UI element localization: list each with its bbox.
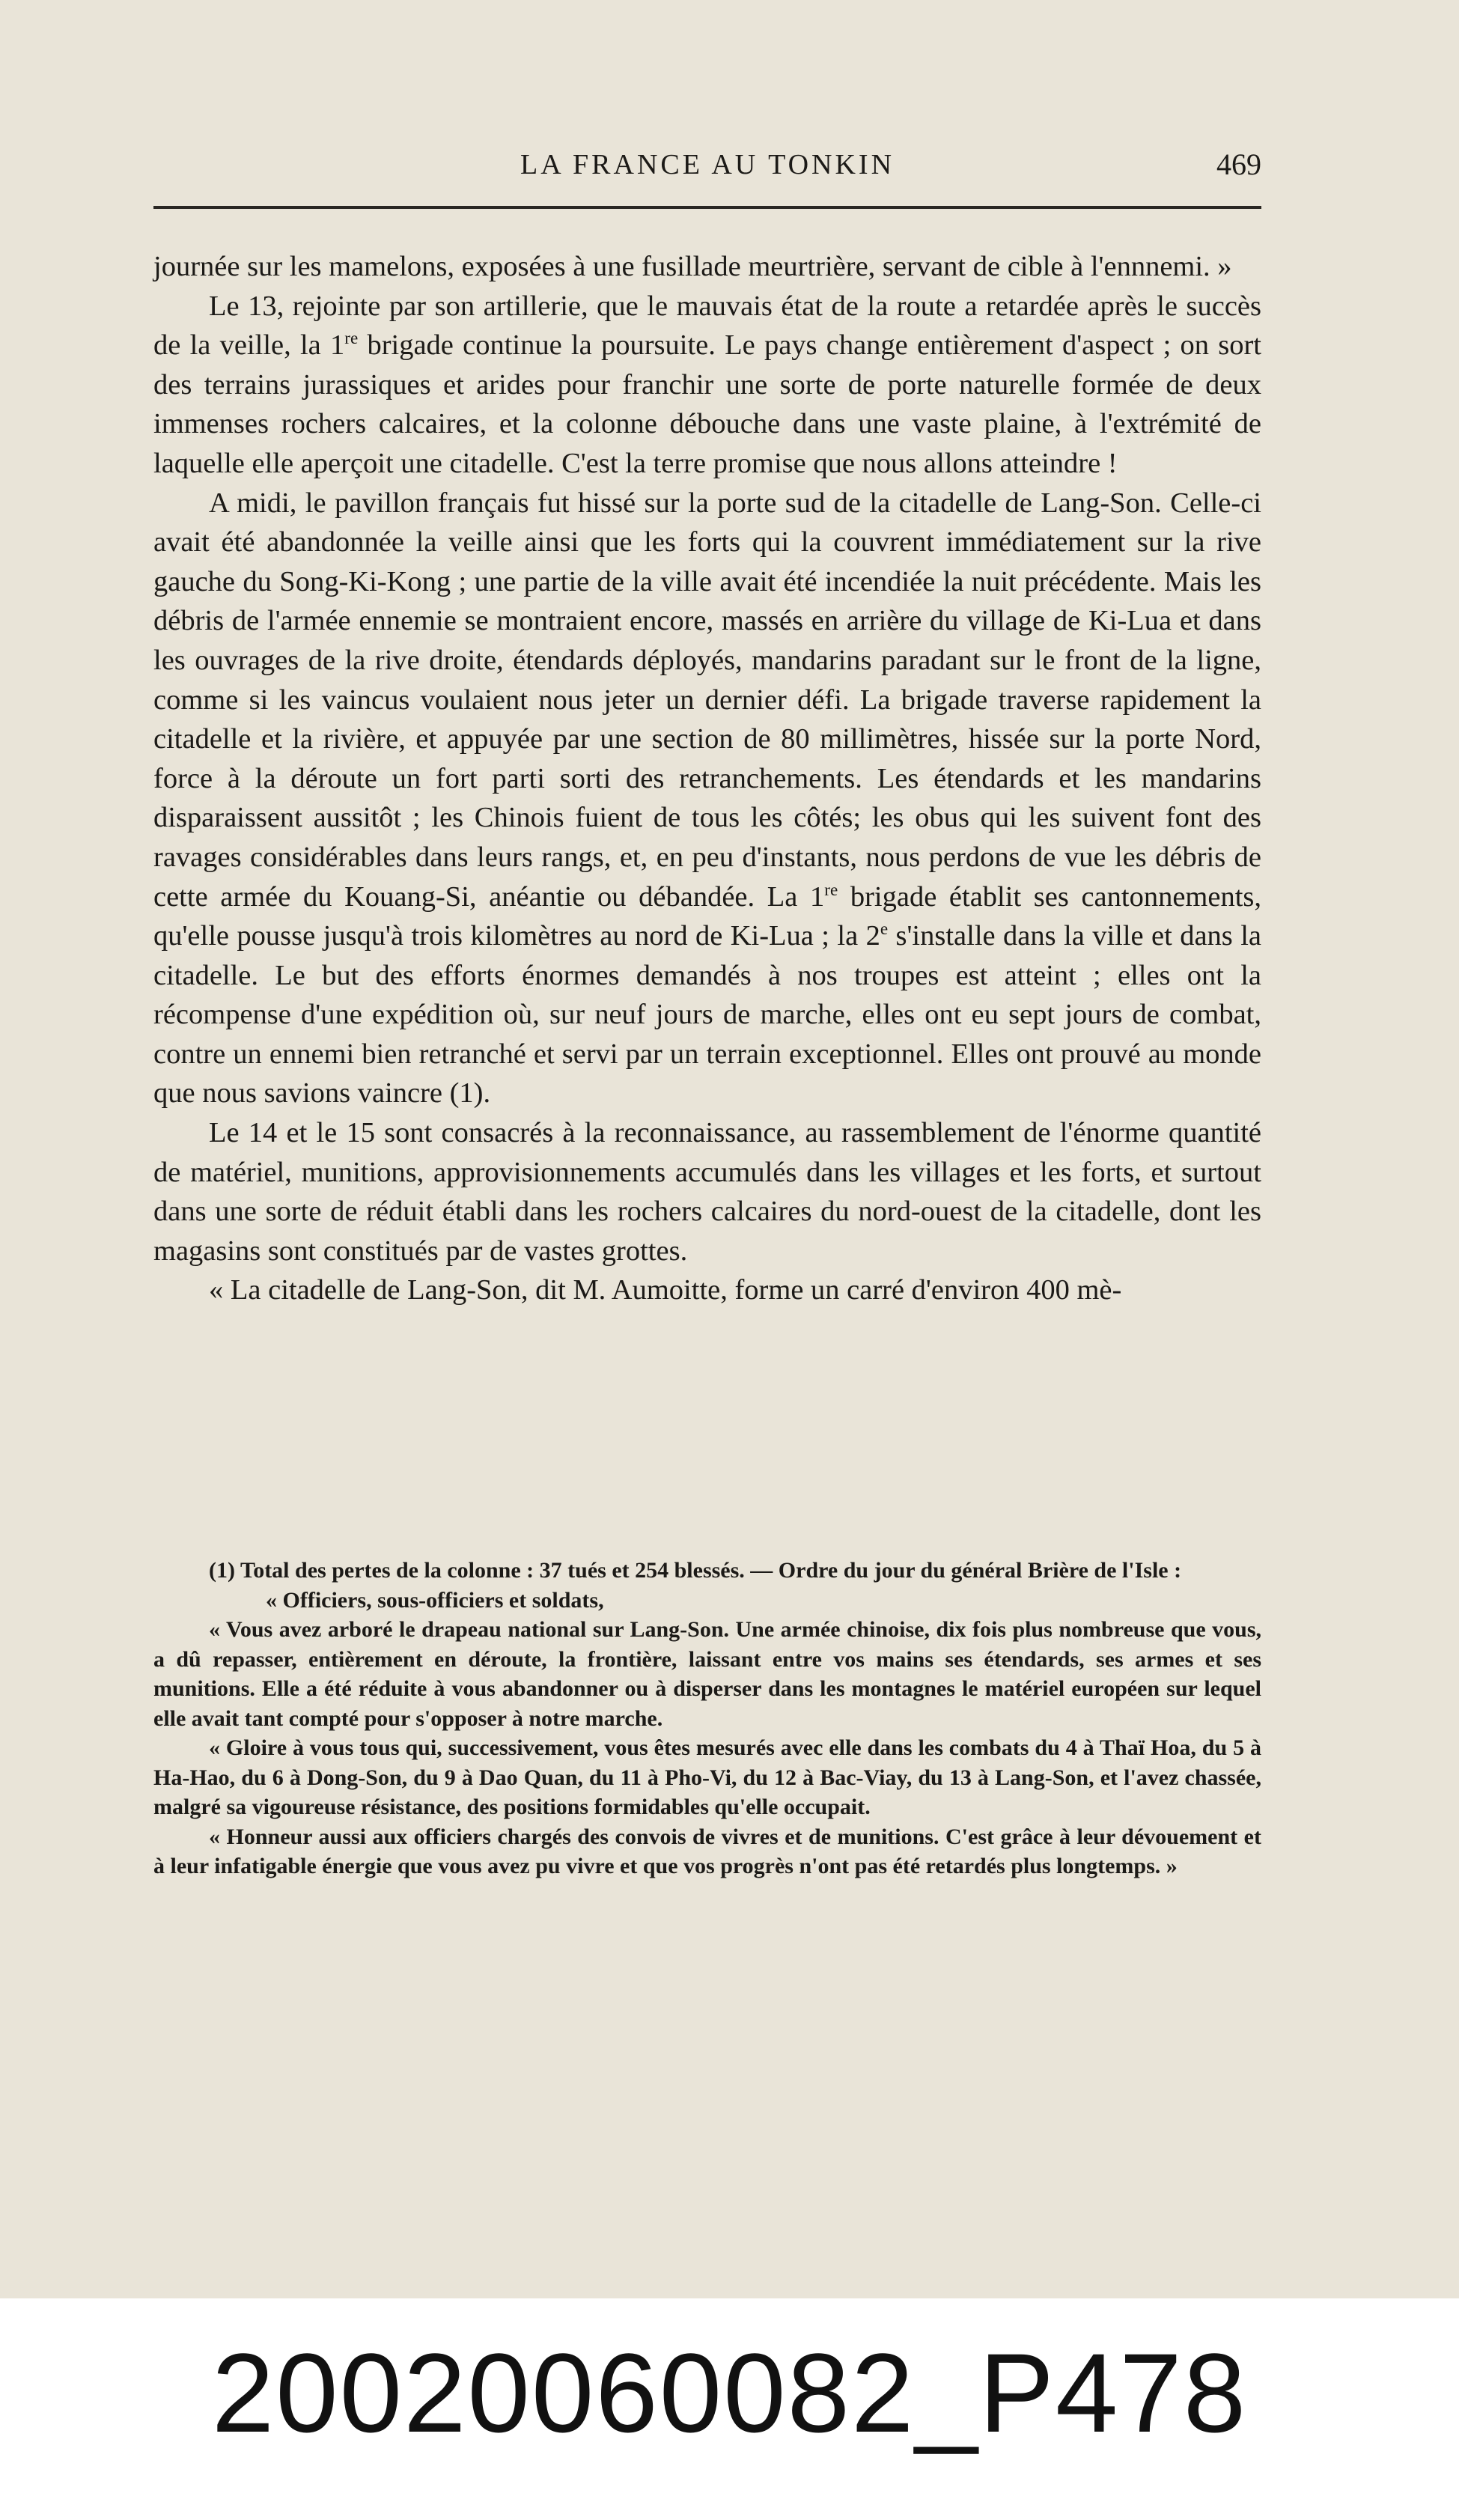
superscript: e [880,919,889,939]
paragraph [153,287,1261,484]
running-title: LA FRANCE AU TONKIN [520,149,895,180]
footnote: « Honneur aussi aux officiers chargés des convois de vivres et de munitions. C'est grâce à leur dévouement et à leur infatigable énergie que vous avez pu vivre et que vos progrès n'ont pas été retardés plus longtemps. » [153,1824,1261,1878]
text-run: brigade continue la poursuite. Le pays change entièrement d'aspect ; on sort des terrains jurassiques et arides pour franchir une sorte de porte naturelle formée de deux immenses rochers calcaires, et la colonne débouche dans une vaste plaine, à l'extrémité de laquelle elle aperçoit une citadelle. C'est la terre promise que nous allons atteindre ! [153,329,1261,479]
archive-label: 20020060082_P478 [211,2330,1248,2456]
text-run: s'installe dans la ville et dans la citadelle. Le but des efforts énormes demandés à nos troupes est atteint ; elles ont la récompense d'une expédition où, sur neuf jours de marche, elles ont eu sept jours de combat, contre un ennemi bien retranché et servi par un terrain exceptionnel. Elles ont prouvé au monde que nous savions vaincre (1). [153,920,1261,1110]
footnote: « Officiers, sous-officiers et soldats, [266,1587,604,1613]
paragraph: journée sur les mamelons, exposées à une fusillade meurtrière, servant de cible à l'ennnemi. » [153,251,1232,282]
header-rule [153,206,1261,209]
paragraph [153,484,1261,1114]
text-run: brigade établit ses cantonnements, qu'elle pousse jusqu'à trois kilomètres au nord de Ki-Lua ; la 2 [153,880,1261,952]
running-head [153,141,1261,186]
footnote: (1) Total des pertes de la colonne : 37 tués et 254 blessés. — Ordre du jour du général Brière de l'Isle : [209,1558,1182,1583]
footnotes [153,1556,1261,1881]
text-run: Le 13, rejointe par son artillerie, que le mauvais état de la route a retardée après le succès de la veille, la 1 [153,290,1261,362]
page-number: 469 [1216,147,1261,181]
paragraph: « La citadelle de Lang-Son, dit M. Aumoitte, forme un carré d'environ 400 mè- [209,1274,1122,1306]
superscript: re [824,879,838,899]
footnote: « Vous avez arboré le drapeau national sur Lang-Son. Une armée chinoise, dix fois plus nombreuse que vous, a dû repasser, entièrement en déroute, la frontière, laissant entre vos mains ses étendards, ses armes et ses munitions. Elle a été réduite à vous abandonner ou à disperser dans les montagnes le matériel européen sur lequel elle avait tant compté pour s'opposer à notre marche. [153,1617,1261,1731]
paragraph: Le 14 et le 15 sont consacrés à la reconnaissance, au rassemblement de l'énorme quantité de matériel, munitions, approvisionnements accumulés dans les villages et les forts, et surtout dans une sorte de réduit établi dans les rochers calcaires du nord-ouest de la citadelle, dont les magasins sont constitués par de vastes grottes. [153,1117,1261,1267]
body-text [153,247,1261,1310]
superscript: re [344,328,359,348]
text-run: A midi, le pavillon français fut hissé sur la porte sud de la citadelle de Lang-Son. Celle-ci avait été abandonnée la veille ainsi que les forts qui la couvrent immédiatement sur la rive gauche du Song-Ki-Kong ; une partie de la ville avait été incendiée la nuit précédente. Mais les débris de l'armée ennemie se montraient encore, massés en arrière du village de Ki-Lua et dans les ouvrages de la rive droite, étendards déployés, mandarins paradant sur le front de la ligne, comme si les vaincus voulaient nous jeter un dernier défi. La brigade traverse rapidement la citadelle et la rivière, et appuyée par une section de 80 millimètres, hissée sur la porte Nord, force à la déroute un fort parti sorti des retranchements. Les étendards et les mandarins disparaissent aussitôt ; les Chinois fuient de tous les côtés; les obus qui les suivent font des ravages considérables dans leurs rangs, et, en peu d'instants, nous perdons de vue les débris de cette armée du Kouang-Si, anéantie ou débandée. La 1 [153,487,1261,913]
footnote: « Gloire à vous tous qui, successivement, vous êtes mesurés avec elle dans les combats du 4 à Thaï Hoa, du 5 à Ha-Hao, du 6 à Dong-Son, du 9 à Dao Quan, du 11 à Pho-Vi, du 12 à Bac-Viay, du 13 à Lang-Son, et l'avez chassée, malgré sa vigoureuse résistance, des positions formidables qu'elle occupait. [153,1735,1261,1819]
